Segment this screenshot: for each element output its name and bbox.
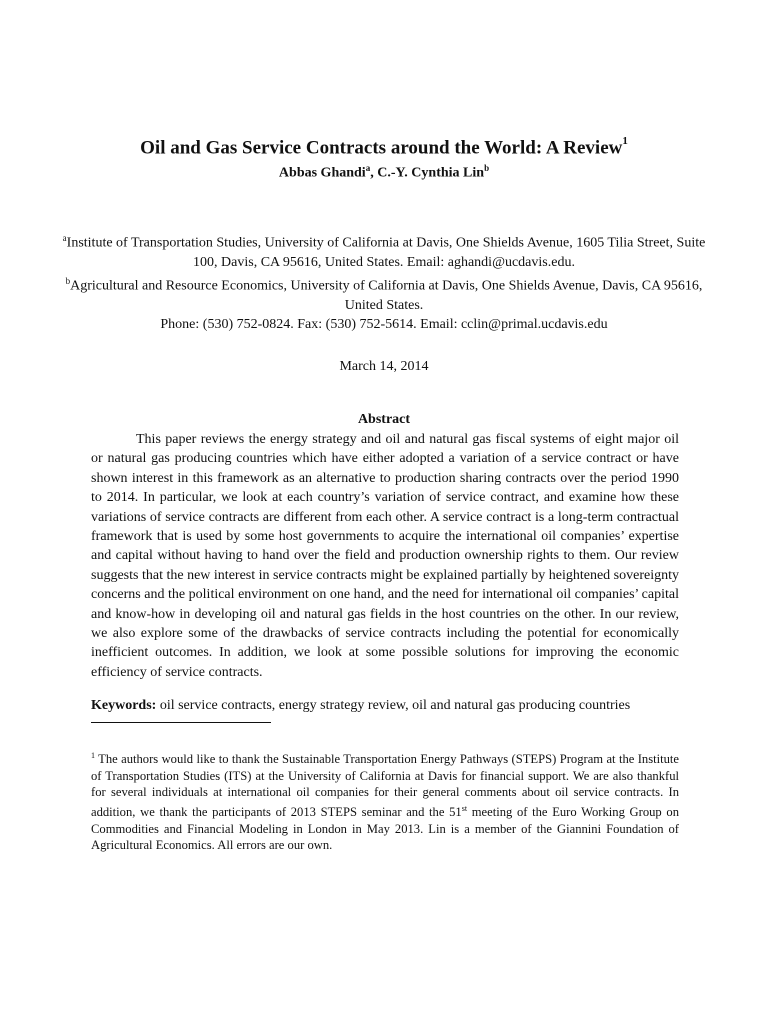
author-name: C.-Y. Cynthia Lin (377, 165, 485, 181)
affiliation-mark: a (62, 233, 67, 243)
affiliation-text: Agricultural and Resource Economics, University of California at Davis, One Shields Avenue, Davis, CA 95616, United States. (70, 278, 703, 313)
author-affil-mark: a (365, 163, 371, 173)
affiliation-b (60, 272, 708, 315)
footnote-text: The authors would like to thank the Sustainable Transportation Energy Pathways (STEPS) Program at the Institute of Transportation Studies (ITS) at the University of California at Davis for financial support. We are also thankful for several individuals at international oil companies for their general comments about oil service contracts. In addition, we thank the participants of 2013 STEPS seminar and the 51 (91, 752, 679, 820)
footnote-text-continued: meeting of the Euro Working Group on Commodities and Financial Modeling in London in May 2013. Lin is a member of the Giannini Foundation of Agricultural Economics. All errors are our own. (91, 805, 679, 853)
author-name: Abbas Ghandi (278, 165, 366, 181)
paper-date: March 14, 2014 (339, 359, 429, 374)
footnote (91, 748, 679, 854)
keywords-text: oil service contracts, energy strategy review, oil and natural gas producing countries (156, 698, 631, 713)
paper-title-text: Oil and Gas Service Contracts around the World: A Review (140, 137, 623, 159)
affiliations (60, 229, 708, 334)
author-affil-mark: b (484, 163, 490, 173)
keywords-label: Keywords: (91, 698, 157, 713)
affiliation-mark: b (65, 276, 71, 287)
contact-line: Phone: (530) 752-0824. Fax: (530) 752-5614. Email: cclin@primal.ucdavis.edu (160, 317, 608, 333)
abstract-body: This paper reviews the energy strategy and oil and natural gas fiscal systems of eight major oil or natural gas producing countries which have either adopted a variation of a service contract or have shown interest in this framework as an alternative to production sharing contracts over the period 1990 to 2014. In particular, we look at each country’s variation of service contract, and examine how these variations of service contracts are different from each other. A service contract is a long-term contractual framework that is used by some host governments to acquire the international oil companies’ expertise and capital without having to hand over the field and production ownership rights to them. Our review suggests that the new interest in service contracts might be explained partially by heightened sovereignty concerns and the political environment on one hand, and the need for international oil companies’ capital and know-how in developing oil and natural gas fields in the host countries on the other. In our review, we also explore some of the drawbacks of service contracts including the potential for economically inefficient outcomes. In addition, we look at some possible solutions for improving the economic efficiency of service contracts. (91, 432, 679, 680)
author-separator: , (370, 165, 378, 181)
footnote-mark: 1 (91, 751, 95, 760)
paper-title (0, 131, 768, 160)
footnote-ordinal-suffix: st (461, 803, 468, 813)
abstract-heading: Abstract (357, 412, 411, 427)
footnote-divider (91, 722, 271, 723)
author-line (0, 158, 768, 184)
affiliation-a (60, 229, 708, 272)
title-footnote-mark: 1 (622, 135, 628, 147)
keywords (91, 696, 679, 715)
affiliation-text: Institute of Transportation Studies, University of California at Davis, One Shields Avenue, 1605 Tilia Street, Suite 100, Davis, CA 95616, United States. Email: aghandi@ucdavis.edu. (66, 235, 706, 270)
